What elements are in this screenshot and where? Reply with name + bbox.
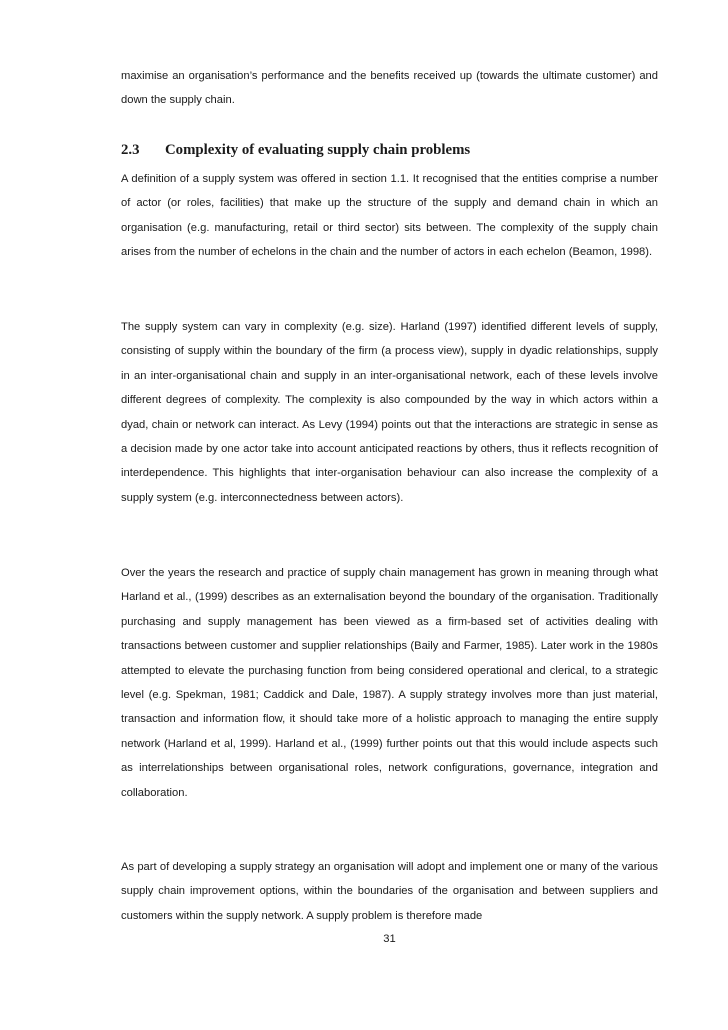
paragraph-supply-definition: A definition of a supply system was offered in section 1.1. It recognised that the entities comprise a number of actor (or roles, facilities) that make up the structure of the supply and demand chain in which an organisation (e.g. manufacturing, retail or third sector) sits between. The complexity of the supply chain arises from the number of echelons in the chain and the number of actors in each echelon (Beamon, 1998). bbox=[121, 173, 658, 259]
paragraph-supply-chain-history: Over the years the research and practice of supply chain management has grown in meaning through what Harland et al., (1999) describes as an externalisation beyond the boundary of the organisation. Traditionally purchasing and supply management has been viewed as a firm-based set of activities dealing with transactions between customer and supplier relationships (Baily and Farmer, 1985). Later work in the 1980s attempted to elevate the purchasing function from being considered operational and clerical, to a strategic level (e.g. Spekman, 1981; Caddick and Dale, 1987). A supply strategy involves more than just material, transaction and information flow, it should take more of a holistic approach to managing the entire supply network (Harland et al, 1999). Harland et al., (1999) further points out that this would include aspects such as interrelationships between organisational roles, network configurations, governance, integration and collaboration. bbox=[121, 567, 658, 799]
paragraph-supply-complexity: The supply system can vary in complexity (e.g. size). Harland (1997) identified different levels of supply, consisting of supply within the boundary of the firm (a process view), supply in dyadic relationships, supply in an inter-organisational chain and supply in an inter-organisational network, each of these levels involve different degrees of complexity. The complexity is also compounded by the way in which actors within a dyad, chain or network can interact. As Levy (1994) points out that the interactions are strategic in sense as a decision made by one actor take into account anticipated reactions by others, thus it reflects recognition of interdependence. This highlights that inter-organisation behaviour can also increase the complexity of a supply system (e.g. interconnectedness between actors). bbox=[121, 321, 658, 504]
paragraph-supply-strategy: As part of developing a supply strategy an organisation will adopt and implement one or many of the various supply chain improvement options, within the boundaries of the organisation and between suppliers and customers within the supply network. A supply problem is therefore made bbox=[121, 861, 658, 922]
intro-paragraph: maximise an organisation’s performance and the benefits received up (towards the ultimate customer) and down the supply chain. bbox=[121, 70, 658, 107]
section-heading bbox=[121, 142, 658, 159]
section-title: Complexity of evaluating supply chain problems bbox=[165, 142, 471, 158]
section-number: 2.3 bbox=[121, 142, 140, 158]
page-number: 31 bbox=[383, 933, 396, 945]
